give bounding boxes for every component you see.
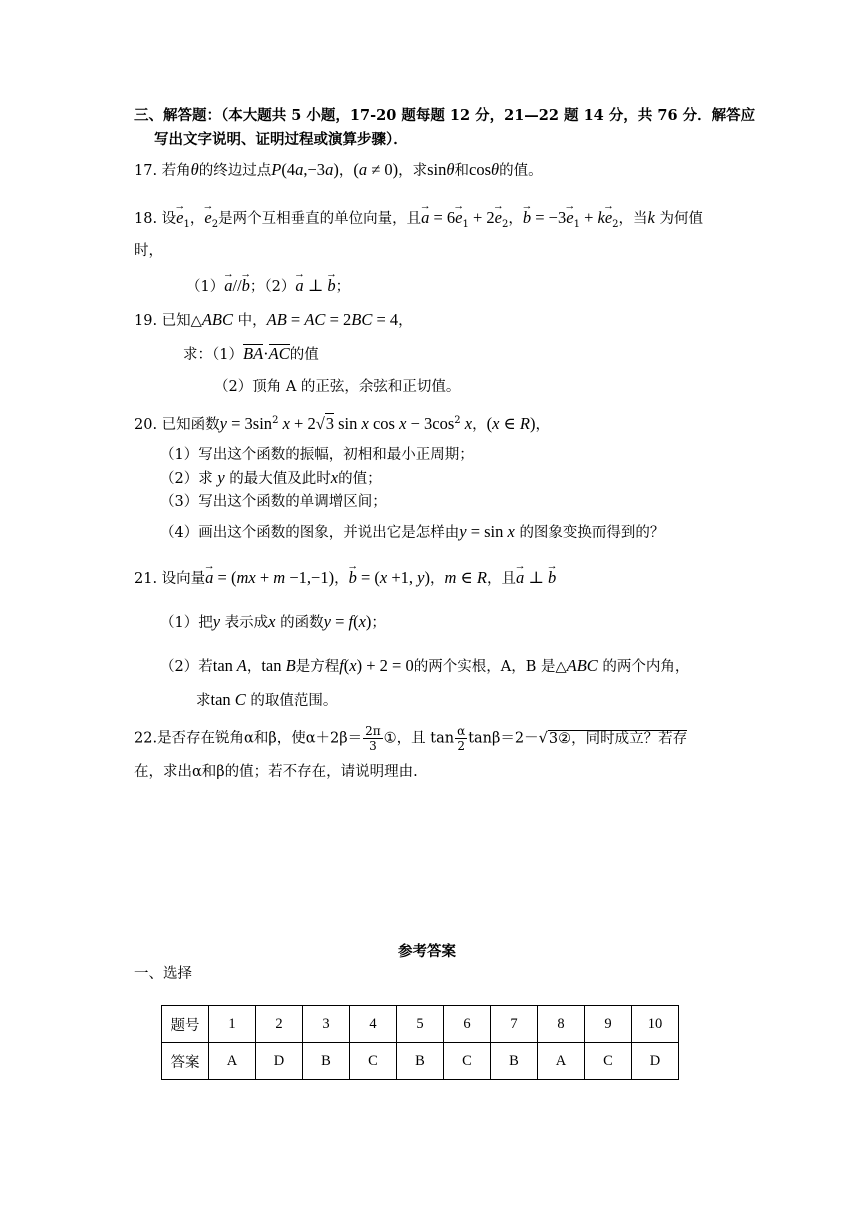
section-heading-line1: 三、解答题：（本大题共 5 小题，17-20 题每题 12 分，21—22 题 14 分，共 76 分．解答应 [134, 107, 756, 124]
question-18-continued: 时， [134, 243, 163, 259]
table-cell-number: 2 [256, 1006, 303, 1043]
question-18-parts: （1）→ a//→ b；（2）→ a ⊥ → b； [186, 276, 350, 297]
table-cell-number: 9 [585, 1006, 632, 1043]
table-cell-answer: C [350, 1043, 397, 1080]
question-19: 19. 已知△ABC 中，AB = AC = 2BC = 4， [134, 310, 413, 329]
table-cell-answer: A [209, 1043, 256, 1080]
answer-table [161, 1005, 679, 1080]
table-cell-number: 1 [209, 1006, 256, 1043]
question-20: 20. 已知函数$y = 3\sin^2$ x + 2√3 sin x $\cos x - 3\cos^2$ x，(x ∈ R)， [134, 413, 550, 433]
question-22-continued: 在，求出α和β的值；若不存在，请说明理由. [134, 764, 418, 780]
table-cell-number: 6 [444, 1006, 491, 1043]
answers-title: 参考答案 [398, 943, 456, 960]
table-cell-answer: B [397, 1043, 444, 1080]
question-17: 17. 若角θ的终边过点P(4a,−3a)，(a ≠ 0)，求sinθ和cosθ的值。 [134, 160, 543, 179]
question-19-part1: 求：（1）BA·AC的值 [183, 344, 319, 363]
question-21-part2-continued: 求tan C 的取值范围。 [196, 690, 338, 709]
question-20-part3: （3）写出这个函数的单调增区间； [160, 494, 387, 510]
question-20-part2: （2）求 y 的最大值及此时x的值； [160, 468, 382, 487]
table-cell-number: 7 [491, 1006, 538, 1043]
table-cell-answer: A [538, 1043, 585, 1080]
question-21-part1: （1）把y 表示成x 的函数y = f(x)； [160, 612, 386, 631]
table-cell-answer: D [256, 1043, 303, 1080]
table-cell-number: 10 [632, 1006, 679, 1043]
table-answer-label: 答案 [162, 1043, 209, 1080]
table-cell-number: 3 [303, 1006, 350, 1043]
table-cell-answer: B [303, 1043, 350, 1080]
question-22: 22.是否存在锐角α和β，使α＋2β＝ $\frac{2\pi}{3}$ ①，且 tan $\frac{\alpha}{2}$ tanβ＝2－√3②，同时成立？若存 [134, 724, 688, 753]
question-19-part2: （2）顶角 A 的正弦，余弦和正切值。 [214, 379, 461, 395]
table-row-answers [162, 1043, 679, 1080]
table-cell-number: 4 [350, 1006, 397, 1043]
question-20-part1: （1）写出这个函数的振幅，初相和最小正周期； [160, 447, 474, 463]
table-row-numbers [162, 1006, 679, 1043]
table-cell-number: 5 [397, 1006, 444, 1043]
table-cell-number: 8 [538, 1006, 585, 1043]
table-cell-answer: B [491, 1043, 538, 1080]
answers-section-choice: 一、选择 [134, 966, 192, 982]
table-cell-answer: C [585, 1043, 632, 1080]
question-21-part2: （2）若tan A，tan B是方程f(x) + 2 = 0的两个实根，A，B 是△ABC 的两个内角， [160, 656, 690, 675]
question-20-part4: （4）画出这个函数的图象，并说出它是怎样由y = sin x 的图象变换而得到的？ [160, 522, 665, 541]
section-heading-line2: 写出文字说明、证明过程或演算步骤）． [154, 131, 408, 148]
table-cell-answer: D [632, 1043, 679, 1080]
question-21: 21. 设向量→ a = (mx + m −1,−1)，→ b = (x +1, y)，m ∈ R，且→ a ⊥ → b [134, 568, 556, 589]
table-header-label: 题号 [162, 1006, 209, 1043]
table-cell-answer: C [444, 1043, 491, 1080]
question-18: 18. 设→ $e_1$，→ $e_2$是两个互相垂直的单位向量，且→ $a = 6\to e_1 + 2\to e_2$，→ $b = -3\to e_1 + k\to e_2$，当k 为何值 [134, 208, 703, 235]
